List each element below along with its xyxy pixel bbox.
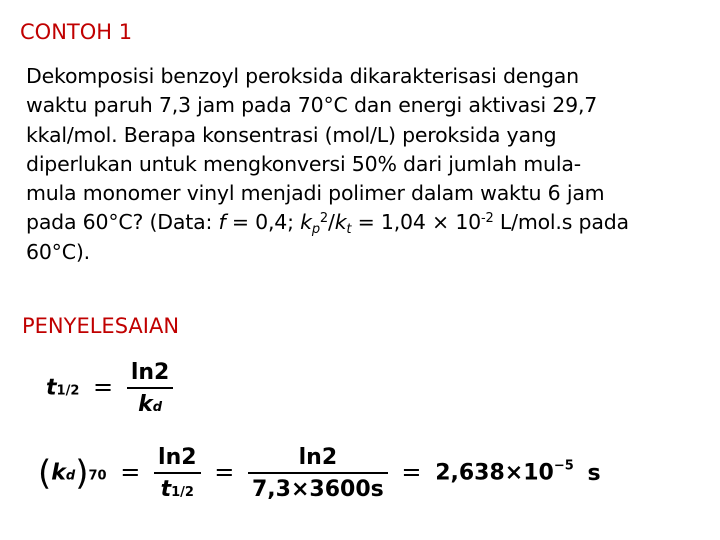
equals-sign: =: [214, 457, 235, 486]
equals-sign: =: [120, 457, 141, 486]
equals-sign: =: [401, 457, 422, 486]
equation-rate-constant: [38, 445, 601, 502]
superscript-2: 2: [319, 211, 328, 227]
problem-line: Dekomposisi benzoyl peroksida dikarakterisasi dengan: [26, 64, 579, 88]
problem-line: diperlukan untuk mengkonversi 50% dari jumlah mula-: [26, 151, 581, 176]
left-paren: (: [38, 453, 52, 494]
text-fragment: /: [327, 210, 335, 235]
var-k: k: [51, 460, 66, 486]
fraction: [248, 445, 388, 502]
subscript-70: 70: [88, 468, 107, 484]
subscript-d: d: [65, 468, 76, 484]
equation-half-life: [46, 360, 173, 417]
numerator: ln2: [298, 445, 338, 470]
result-value: 2,638×10: [435, 460, 554, 486]
denominator: [157, 474, 198, 502]
subscript-half: 1/2: [56, 383, 80, 399]
solution-title: PENYELESAIAN: [22, 314, 180, 338]
variable-kt: k: [334, 210, 347, 235]
right-paren: ): [75, 453, 89, 494]
text-fragment: = 0,4;: [225, 210, 301, 235]
text-fragment: pada 60°C? (Data:: [26, 210, 219, 235]
subscript-p: p: [311, 222, 320, 238]
result-exponent: −5: [553, 458, 574, 474]
problem-line: 60°C).: [26, 239, 90, 264]
page-title: CONTOH 1: [20, 20, 133, 44]
var-t: t: [160, 477, 172, 502]
var-k: k: [138, 392, 153, 417]
denominator: 7,3×3600s: [252, 477, 384, 502]
superscript-exp: -2: [481, 211, 494, 227]
variable-kp: k: [300, 210, 312, 235]
text-fragment: = 1,04 × 10: [351, 210, 482, 235]
numerator: ln2: [158, 445, 197, 470]
fraction: [127, 360, 174, 417]
result-unit: s: [587, 460, 601, 486]
equals-sign: =: [93, 372, 114, 401]
var-t: t: [46, 375, 57, 401]
subscript-d: d: [152, 400, 163, 415]
text-fragment: L/mol.s pada: [493, 210, 629, 235]
problem-line: kkal/mol. Berapa konsentrasi (mol/L) peroksida yang: [26, 122, 557, 147]
denominator: [134, 389, 166, 417]
numerator: ln2: [130, 360, 170, 385]
problem-statement: [26, 62, 706, 267]
fraction: [154, 445, 201, 502]
subscript-t: t: [346, 222, 352, 238]
problem-line: mula monomer vinyl menjadi polimer dalam waktu 6 jam: [26, 181, 605, 206]
problem-line: waktu paruh 7,3 jam pada 70°C dan energi aktivasi 29,7: [26, 93, 598, 118]
subscript-half: 1/2: [171, 485, 194, 500]
problem-line-data: [26, 208, 706, 237]
variable-f: f: [218, 210, 226, 235]
